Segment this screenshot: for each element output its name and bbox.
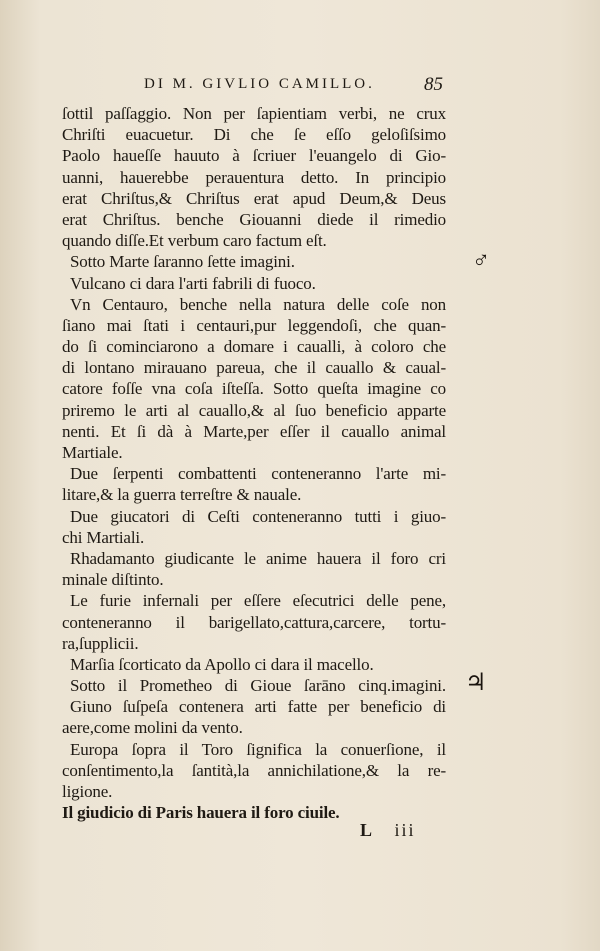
text-line: ſottil paſſaggio. Non per ſapientiam verbi, ne crux <box>62 104 446 123</box>
signature-letter: L <box>360 820 375 840</box>
text-line: Due ſerpenti combattenti conteneranno l'arte mi- <box>70 464 446 484</box>
text-line: Paolo haueſſe hauuto à ſcriuer l'euangelo di Gio- <box>62 146 446 166</box>
text-line: Il giudicio di Paris hauera il foro ciuile. <box>62 803 340 823</box>
text-line: Marſia ſcorticato da Apollo ci dara il macello. <box>70 654 374 674</box>
jupiter-symbol-icon: ♃ <box>465 670 487 696</box>
text-line: erat Chriſtus,& Chriſtus erat apud Deum,& Deus <box>62 188 446 208</box>
text-line: ra,ſupplicii. <box>62 633 139 653</box>
mars-symbol-icon: ♂ <box>472 248 490 274</box>
text-line: Vulcano ci dara l'arti fabrili di fuoco. <box>70 273 316 293</box>
text-line: uanni, hauerebbe perauentura detto. In principio <box>62 167 446 187</box>
text-line: minale diſtinto. <box>62 570 164 590</box>
text-line: conteneranno il barigellato,cattura,carcere, tortu- <box>62 612 446 632</box>
signature-mark <box>360 820 416 841</box>
text-line: ſiano mai ſtati i centauri,pur leggendoſi, che quan- <box>62 315 446 335</box>
text-line: quando diſſe.Et verbum caro factum eſt. <box>62 231 327 251</box>
page-number: 85 <box>424 74 443 95</box>
body-text <box>62 103 446 823</box>
text-line: Chriſti euacuetur. Di che ſe eſſo geloſiſsimo <box>62 125 446 145</box>
text-line: Vn Centauro, benche nella natura delle coſe non <box>70 294 446 314</box>
text-line: litare,& la guerra terreſtre & nauale. <box>62 485 302 505</box>
text-line: Due giucatori di Ceſti conteneranno tutti i giuo- <box>70 506 446 526</box>
text-line: aere,come molini da vento. <box>62 718 243 738</box>
text-line: Sotto Marte ſaranno ſette imagini. <box>70 252 295 272</box>
text-line: di lontano mirauano pareua, che il cauallo & caual- <box>62 358 446 378</box>
signature-number: iii <box>394 820 416 840</box>
text-line: Martiale. <box>62 443 123 462</box>
text-line: chi Martiali. <box>62 527 145 547</box>
text-line: ligione. <box>62 782 113 801</box>
text-line: Giuno ſuſpeſa contenera arti fatte per beneficio di <box>70 697 446 717</box>
text-line: do ſi cominciarono a domare i caualli, à coloro che <box>62 337 446 357</box>
text-line: Rhadamanto giudicante le anime hauera il foro cri <box>70 548 446 568</box>
text-line: catore foſſe vna coſa iſteſſa. Sotto queſta imagine co <box>62 379 446 399</box>
page-header <box>62 74 442 100</box>
text-line: Europa ſopra il Toro ſignifica la conuerſione, il <box>70 739 446 759</box>
text-line: nenti. Et ſi dà à Marte,per eſſer il cauallo animal <box>62 421 446 441</box>
text-line: Le furie infernali per eſſere eſecutrici delle pene, <box>70 591 446 611</box>
running-head: DI M. GIVLIO CAMILLO. <box>144 76 375 92</box>
text-line: erat Chriſtus. benche Giouanni diede il rimedio <box>62 209 446 229</box>
text-line: conſentimento,la ſantità,la annichilatione,& la re- <box>62 760 446 780</box>
text-line: Sotto il Prometheo di Gioue ſarāno cinq.imagini. <box>70 676 446 696</box>
text-line: priremo le arti al cauallo,& al ſuo beneficio apparte <box>62 400 446 420</box>
